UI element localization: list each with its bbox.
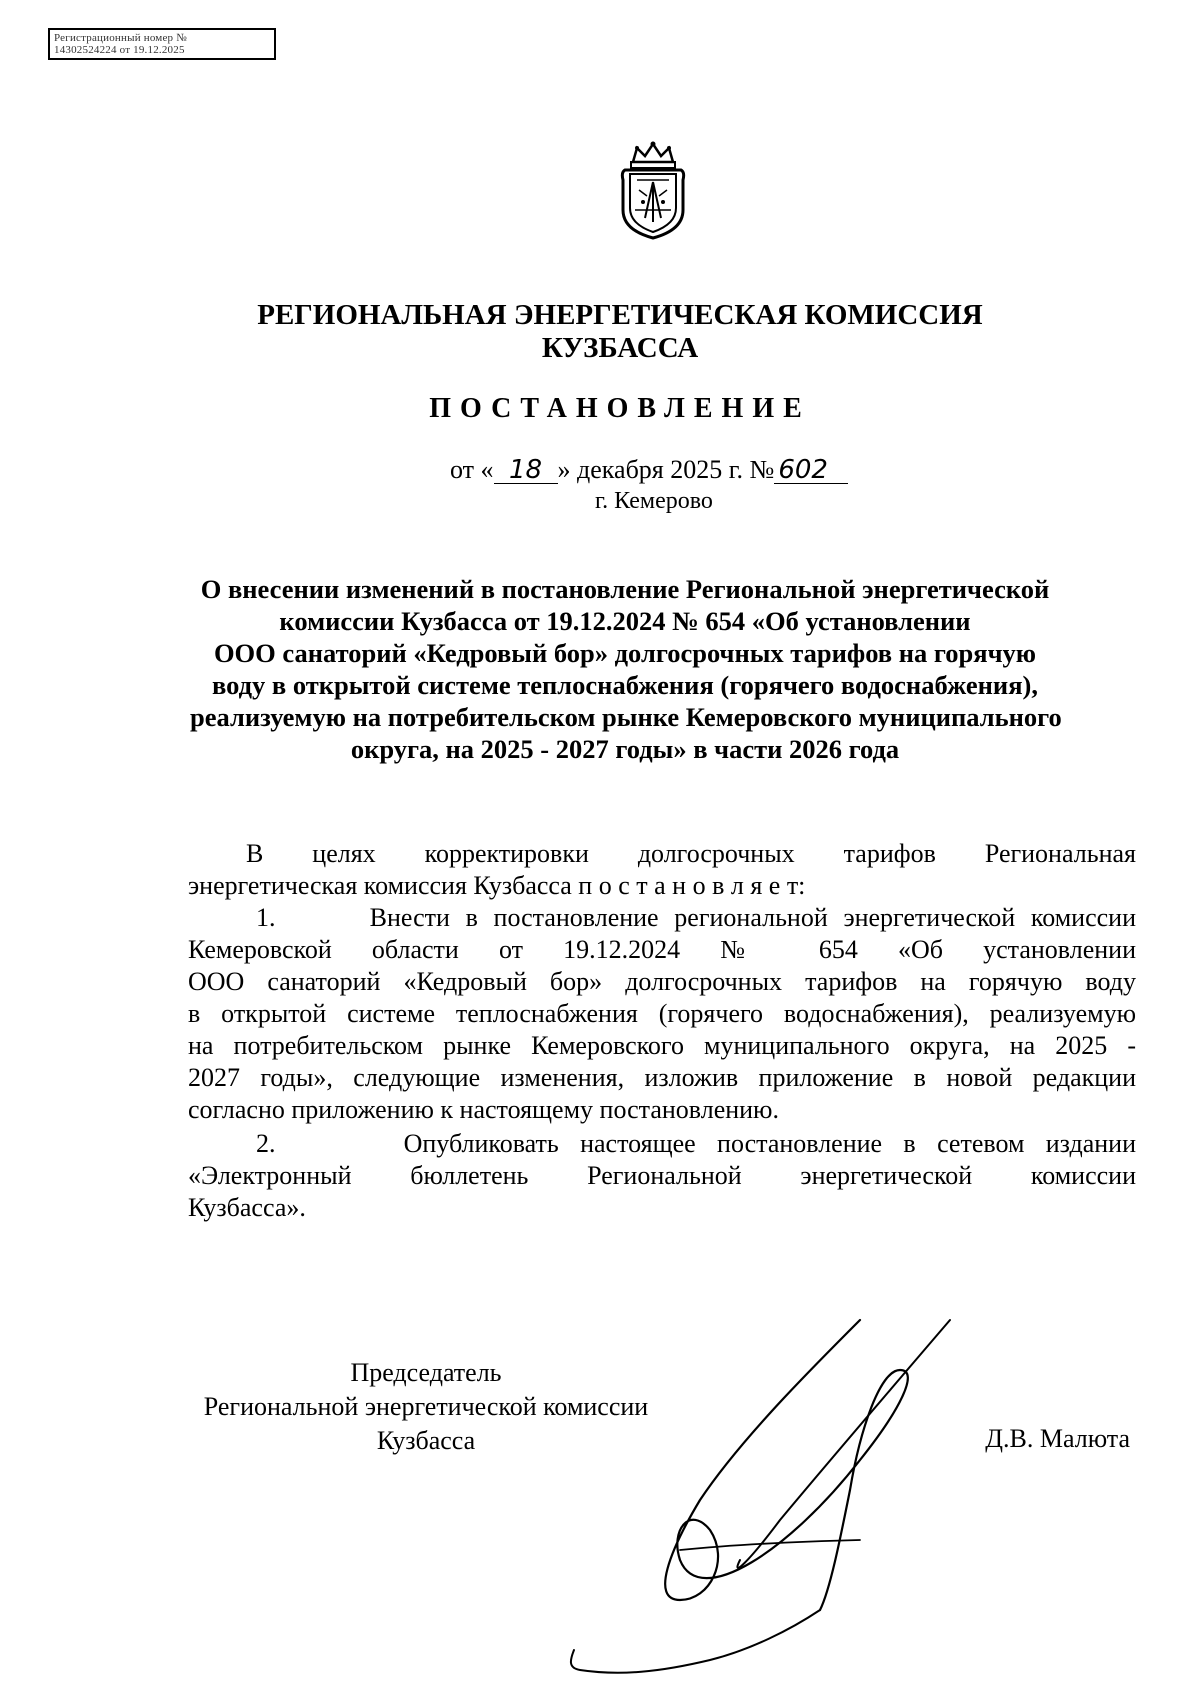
paragraph-1 (188, 902, 1136, 1126)
intro-line: В целях корректировки долгосрочных тарифов Региональная (246, 839, 1136, 868)
subject-line: комиссии Кузбасса от 19.12.2024 № 654 «Об установлении (279, 606, 971, 636)
signatory-title-line3: Кузбасса (376, 1426, 476, 1455)
org-name-line1: РЕГИОНАЛЬНАЯ ЭНЕРГЕТИЧЕСКАЯ КОМИССИЯ (257, 299, 983, 331)
intro-line: энергетическая комиссия Кузбасса п о с т а н о в л я е т: (188, 871, 806, 900)
document-type-heading: ПОСТАНОВЛЕНИЕ (429, 393, 811, 424)
date-line (450, 455, 848, 485)
subject-line: О внесении изменений в постановление Региональной энергетической (200, 574, 1050, 604)
handwritten-doc-number: 602 (774, 457, 848, 484)
paragraph-line: 2. Опубликовать настоящее постановление в сетевом издании (256, 1129, 1136, 1158)
paragraph-line: 1. Внести в постановление региональной энергетической комиссии (256, 903, 1136, 932)
signatory-name: Д.В. Малюта (985, 1424, 1130, 1453)
paragraph-line: на потребительском рынке Кемеровского муниципального округа, на 2025 - (188, 1031, 1136, 1060)
handwritten-signature-icon (560, 1310, 1000, 1680)
date-prefix: от « (450, 455, 494, 484)
signatory-title-line2: Региональной энергетической комиссии (203, 1392, 649, 1421)
subject-line: округа, на 2025 - 2027 годы» в части 2026 года (350, 734, 900, 764)
date-middle: » декабря 2025 г. № (557, 455, 775, 484)
registration-stamp (48, 28, 276, 60)
paragraph-line: Кемеровской области от 19.12.2024 № 654 «Об установлении (188, 935, 1136, 964)
subject-line: воду в открытой системе теплоснабжения (горячего водоснабжения), (211, 670, 1038, 700)
signatory-title-line1: Председатель (350, 1358, 502, 1387)
decree-subject (190, 573, 1060, 765)
registration-stamp-line1: Регистрационный номер № (54, 32, 187, 44)
paragraph-line: ООО санаторий «Кедровый бор» долгосрочных тарифов на горячую воду (188, 967, 1136, 996)
org-name-line2: КУЗБАССА (541, 332, 699, 364)
intro-paragraph (188, 838, 1136, 902)
paragraph-line: в открытой системе теплоснабжения (горячего водоснабжения), реализуемую (188, 999, 1136, 1028)
registration-stamp-line2: 14302524224 от 19.12.2025 (54, 44, 185, 56)
paragraph-line: согласно приложению к настоящему постановлению. (188, 1095, 779, 1124)
handwritten-day: 18 (494, 457, 558, 484)
paragraph-line: Кузбасса». (188, 1193, 306, 1222)
coat-of-arms-icon (615, 140, 691, 240)
paragraph-line: «Электронный бюллетень Региональной энергетической комиссии (188, 1161, 1136, 1190)
city: г. Кемерово (595, 488, 713, 514)
subject-line: реализуемую на потребительском рынке Кемеровского муниципального (190, 702, 1062, 732)
paragraph-2 (188, 1128, 1136, 1224)
paragraph-line: 2027 годы», следующие изменения, изложив приложение в новой редакции (188, 1063, 1136, 1092)
subject-line: ООО санаторий «Кедровый бор» долгосрочных тарифов на горячую (213, 638, 1037, 668)
